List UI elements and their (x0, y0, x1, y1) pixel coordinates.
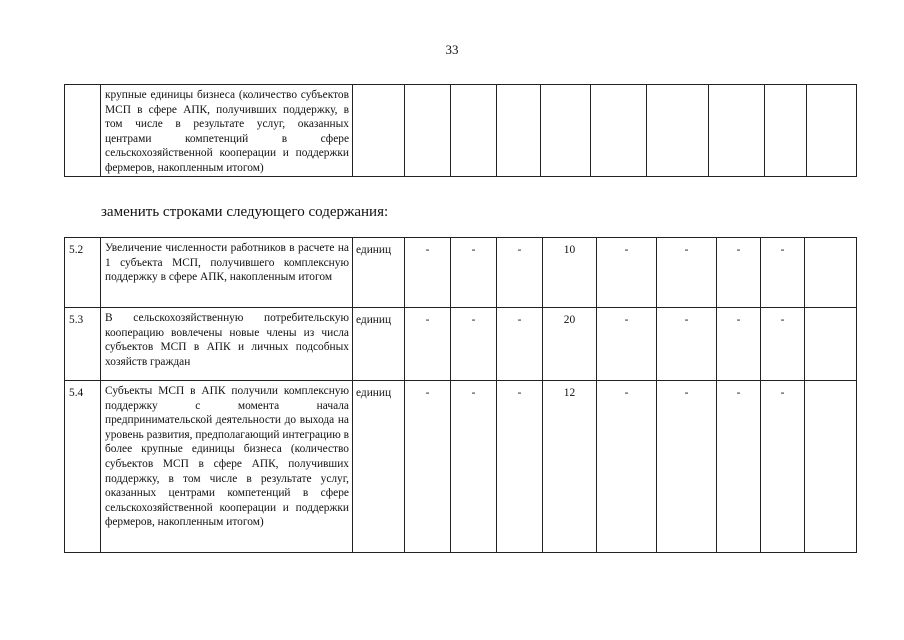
table-cell (497, 85, 541, 177)
table-row (65, 85, 857, 177)
table-cell (591, 85, 647, 177)
table-cell (647, 85, 709, 177)
value-cell: - (597, 308, 657, 381)
row-number: 5.3 (65, 308, 101, 381)
value-cell: - (451, 238, 497, 308)
value-cell: - (497, 381, 543, 553)
value-cell (805, 238, 857, 308)
row-description: Увеличение численности работников в расчете на 1 субъекта МСП, получившего комплексную поддержку в сфере АПК, накопленным итогом (101, 238, 353, 308)
table-row (65, 308, 857, 381)
table-row (65, 238, 857, 308)
value-cell: - (405, 381, 451, 553)
table-cell (541, 85, 591, 177)
row-unit: единиц (353, 381, 405, 553)
value-cell: - (497, 238, 543, 308)
row-number: 5.4 (65, 381, 101, 553)
value-cell: - (761, 381, 805, 553)
table-row (65, 381, 857, 553)
replacement-caption: заменить строками следующего содержания: (101, 204, 389, 220)
table-cell (451, 85, 497, 177)
table-cell (353, 85, 405, 177)
table-cell (405, 85, 451, 177)
value-cell (805, 308, 857, 381)
value-cell: - (597, 238, 657, 308)
value-cell: - (657, 308, 717, 381)
value-cell: - (761, 238, 805, 308)
value-cell: - (451, 308, 497, 381)
value-cell: - (405, 238, 451, 308)
table-cell (765, 85, 807, 177)
row-number: 5.2 (65, 238, 101, 308)
value-cell: - (405, 308, 451, 381)
value-cell: - (497, 308, 543, 381)
continued-table (64, 84, 857, 177)
table-cell (709, 85, 765, 177)
row-unit: единиц (353, 308, 405, 381)
value-cell: - (717, 308, 761, 381)
row-description: крупные единицы бизнеса (количество субъектов МСП в сфере АПК, получивших поддержку, в том числе в результате услуг, оказанных центрами компетенций в сфере сельскохозяйственной кооперации и поддержки фермеров, накопленным итогом) (101, 85, 353, 177)
value-cell: - (761, 308, 805, 381)
replacement-table (64, 237, 857, 553)
value-cell (805, 381, 857, 553)
row-description: Субъекты МСП в АПК получили комплексную поддержку с момента начала предпринимательской деятельности до выхода на уровень развития, предполагающий интеграцию в более крупные единицы бизнеса (количество субъектов МСП в сфере АПК, получивших поддержку, в том числе в результате услуг, оказанных центрами компетенций в сфере сельскохозяйственной кооперации и поддержки фермеров, накопленным итогом) (101, 381, 353, 553)
value-cell: - (717, 238, 761, 308)
table-cell (807, 85, 857, 177)
value-cell: 12 (543, 381, 597, 553)
page-number: 33 (445, 42, 459, 57)
row-description: В сельскохозяйственную потребительскую кооперацию вовлечены новые члены из числа субъектов МСП в АПК и личных подсобных хозяйств граждан (101, 308, 353, 381)
value-cell: - (717, 381, 761, 553)
table-cell (65, 85, 101, 177)
value-cell: - (597, 381, 657, 553)
value-cell: - (657, 381, 717, 553)
value-cell: - (657, 238, 717, 308)
value-cell: 20 (543, 308, 597, 381)
value-cell: - (451, 381, 497, 553)
row-unit: единиц (353, 238, 405, 308)
value-cell: 10 (543, 238, 597, 308)
